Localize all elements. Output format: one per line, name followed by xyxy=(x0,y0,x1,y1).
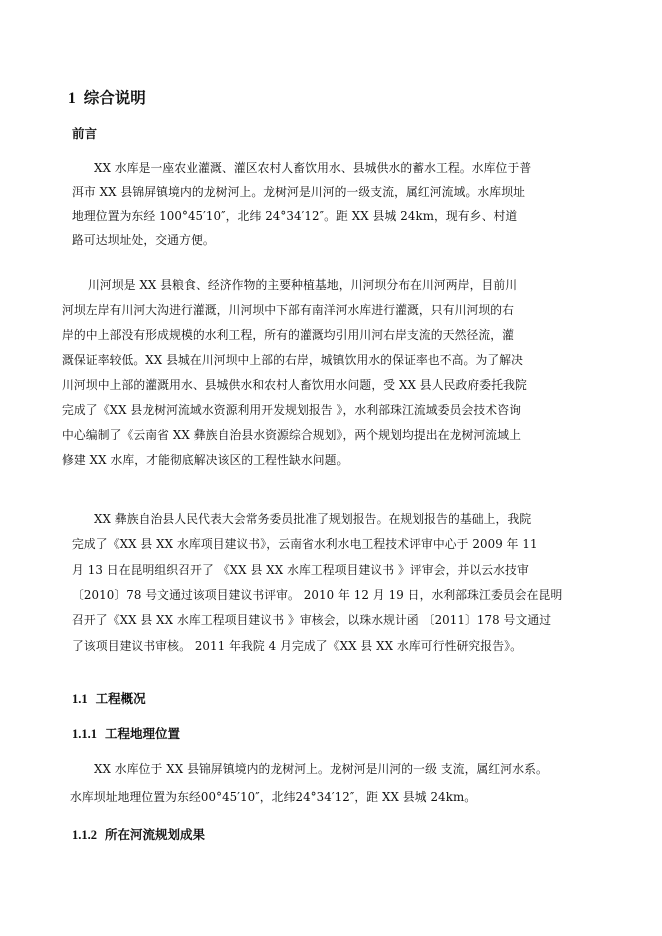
paragraph-line: XX 水库位于 XX 县锦屏镇境内的龙树河上。龙树河是川河的一级 支流，属红河水系。 xyxy=(94,762,548,776)
paragraph-line: 洱市 XX 县锦屏镇境内的龙树河上。龙树河是川河的一级支流，属红河流域。水库坝址 xyxy=(72,185,525,199)
paragraph-line: 完成了《XX 县龙树河流域水资源利用开发规划报告 》，水利部珠江流域委员会技术咨询 xyxy=(62,403,521,417)
paragraph-3 xyxy=(72,510,592,670)
subsection-heading xyxy=(72,825,205,843)
preface-heading: 前言 xyxy=(72,126,98,141)
paragraph-line: 地理位置为东经 100°45′10″，北纬 24°34′12″。距 XX 县城 24km，现有乡、村道 xyxy=(72,209,518,223)
paragraph-1 xyxy=(72,159,592,259)
paragraph-line: 修建 XX 水库，才能彻底解决该区的工程性缺水问题。 xyxy=(62,453,349,467)
section-number: 1.1 xyxy=(72,692,88,706)
subsection-number: 1.1.2 xyxy=(72,828,97,842)
section-title: 工程概况 xyxy=(95,691,146,706)
paragraph-line: 月 13 日在昆明组织召开了 《XX 县 XX 水库工程项目建议书 》评审会，并以云水技审 xyxy=(72,563,529,577)
paragraph-line: XX 彝族自治县人民代表大会常务委员批准了规划报告。在规划报告的基础上，我院 xyxy=(94,512,532,526)
subsection-title: 所在河流规划成果 xyxy=(105,827,206,842)
paragraph-line: 水库坝址地理位置为东经00°45′10″，北纬24°34′12″，距 XX 县城 24km。 xyxy=(70,790,477,804)
paragraph-2 xyxy=(62,276,592,476)
chapter-heading xyxy=(68,86,146,108)
paragraph-line: 召开了《XX 县 XX 水库工程项目建议书 》审核会，以珠水规计函 〔2011〕178 号文通过 xyxy=(72,613,552,627)
subsection-number: 1.1.1 xyxy=(72,727,97,741)
paragraph-line: XX 水库是一座农业灌溉、灌区农村人畜饮用水、县城供水的蓄水工程。水库位于普 xyxy=(94,161,532,175)
paragraph-location xyxy=(70,760,600,810)
paragraph-line: 中心编制了《云南省 XX 彝族自治县水资源综合规划》，两个规划均提出在龙树河流域上 xyxy=(62,428,521,442)
paragraph-line: 路可达坝址处，交通方便。 xyxy=(72,233,215,247)
paragraph-line: 〔2010〕78 号文通过该项目建议书评审。 2010 年 12 月 19 日，水利部珠江委员会在昆明 xyxy=(72,588,563,602)
paragraph-line: 河坝左岸有川河大沟进行灌溉，川河坝中下部有南洋河水库进行灌溉，只有川河坝的右 xyxy=(62,303,515,317)
paragraph-line: 川河坝是 XX 县粮食、经济作物的主要种植基地，川河坝分布在川河两岸，目前川 xyxy=(88,278,518,292)
section-heading xyxy=(72,689,146,707)
chapter-number: 1 xyxy=(68,90,76,107)
paragraph-line: 了该项目建议书审核。 2011 年我院 4 月完成了《XX 县 XX 水库可行性研究报告》。 xyxy=(72,639,522,653)
subsection-heading xyxy=(72,724,180,742)
paragraph-line: 川河坝中上部的灌溉用水、县城供水和农村人畜饮用水问题，受 XX 县人民政府委托我院 xyxy=(62,378,527,392)
chapter-title: 综合说明 xyxy=(83,88,146,107)
paragraph-line: 完成了《XX 县 XX 水库项目建议书》，云南省水利水电工程技术评审中心于 2009 年 11 xyxy=(72,537,538,551)
paragraph-line: 岸的中上部没有形成规模的水利工程，所有的灌溉均引用川河右岸支流的天然径流，灌 xyxy=(62,328,515,342)
paragraph-line: 溉保证率较低。XX 县城在川河坝中上部的右岸，城镇饮用水的保证率也不高。为了解决 xyxy=(62,353,524,367)
subsection-title: 工程地理位置 xyxy=(105,726,181,741)
